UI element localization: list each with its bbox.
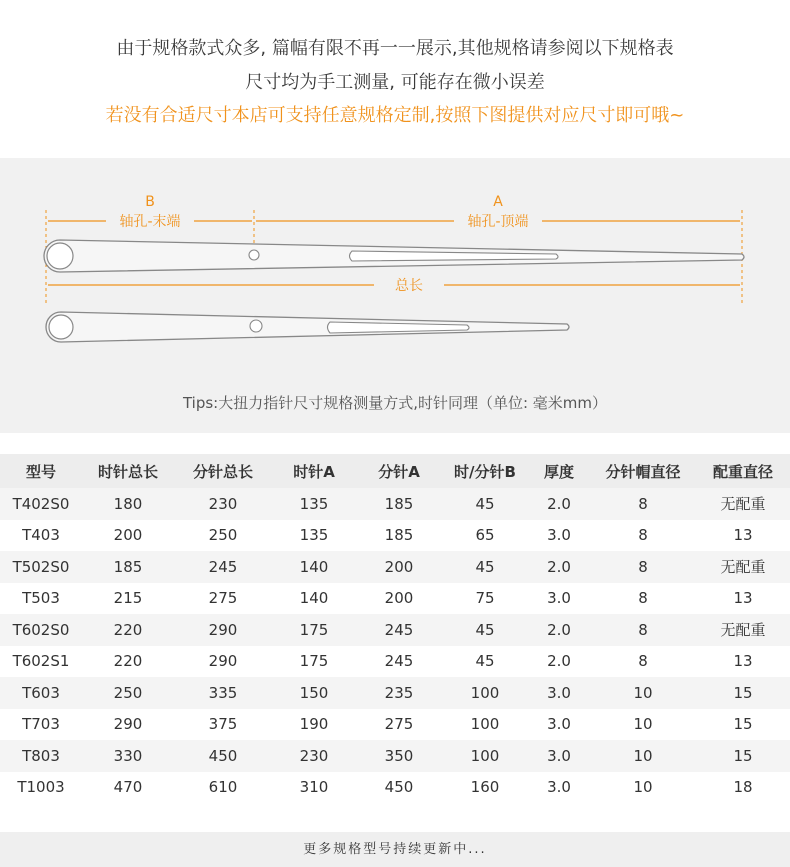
cell-hour-a: 135: [272, 488, 356, 520]
cell-b: 45: [442, 488, 528, 520]
cell-hour-total: 250: [82, 677, 174, 709]
table-header-row: [0, 454, 790, 488]
cell-weight-diameter: 13: [696, 583, 790, 615]
header-thickness: 厚度: [528, 454, 590, 488]
cell-cap-diameter: 8: [590, 646, 696, 678]
cell-b: 100: [442, 740, 528, 772]
cell-b: 160: [442, 772, 528, 804]
cell-minute-total: 245: [174, 551, 272, 583]
label-a: A: [493, 194, 503, 210]
table-row: [0, 740, 790, 772]
header-b: 时/分针B: [442, 454, 528, 488]
cell-minute-a: 200: [356, 551, 442, 583]
cell-minute-total: 335: [174, 677, 272, 709]
cell-minute-total: 275: [174, 583, 272, 615]
cell-thickness: 3.0: [528, 677, 590, 709]
notice-line-3-highlight: 若没有合适尺寸本店可支持任意规格定制,按照下图提供对应尺寸即可哦~: [105, 105, 685, 126]
cell-b: 75: [442, 583, 528, 615]
cell-b: 100: [442, 677, 528, 709]
cell-weight-diameter: 13: [696, 646, 790, 678]
cell-hour-a: 310: [272, 772, 356, 804]
cell-minute-total: 290: [174, 646, 272, 678]
cell-weight-diameter: 无配重: [696, 488, 790, 520]
spec-table: [0, 454, 790, 803]
table-row: [0, 520, 790, 552]
label-total: 总长: [395, 278, 423, 294]
dimension-a: [256, 194, 740, 230]
cell-minute-a: 200: [356, 583, 442, 615]
cell-cap-diameter: 8: [590, 551, 696, 583]
cell-cap-diameter: 10: [590, 709, 696, 741]
cell-thickness: 3.0: [528, 583, 590, 615]
notice-line-2: 尺寸均为手工测量, 可能存在微小误差: [245, 72, 545, 93]
cell-minute-a: 185: [356, 520, 442, 552]
cell-hour-total: 185: [82, 551, 174, 583]
cell-minute-a: 350: [356, 740, 442, 772]
cell-hour-total: 200: [82, 520, 174, 552]
header-model: 型号: [0, 454, 82, 488]
cell-minute-total: 290: [174, 614, 272, 646]
dimension-b: [48, 194, 252, 230]
cell-hour-a: 150: [272, 677, 356, 709]
cell-model: T603: [0, 677, 82, 709]
cell-minute-total: 610: [174, 772, 272, 804]
cell-minute-a: 450: [356, 772, 442, 804]
footer-more-specs: 更多规格型号持续更新中...: [0, 832, 790, 867]
cell-hour-a: 190: [272, 709, 356, 741]
dimension-total: [48, 278, 740, 294]
cell-minute-a: 245: [356, 646, 442, 678]
cell-thickness: 2.0: [528, 488, 590, 520]
cell-model: T1003: [0, 772, 82, 804]
table-row: [0, 614, 790, 646]
cell-minute-a: 235: [356, 677, 442, 709]
table-row: [0, 583, 790, 615]
cell-hour-total: 470: [82, 772, 174, 804]
label-a-text: 轴孔-顶端: [467, 214, 529, 230]
cell-minute-total: 250: [174, 520, 272, 552]
cell-b: 45: [442, 614, 528, 646]
table-row: [0, 677, 790, 709]
cell-model: T602S0: [0, 614, 82, 646]
cell-hour-total: 215: [82, 583, 174, 615]
table-row: [0, 488, 790, 520]
cell-hour-a: 175: [272, 646, 356, 678]
cell-weight-diameter: 15: [696, 709, 790, 741]
cell-hour-a: 230: [272, 740, 356, 772]
cell-hour-a: 140: [272, 551, 356, 583]
cell-cap-diameter: 10: [590, 772, 696, 804]
header-hour-a: 时针A: [272, 454, 356, 488]
cell-minute-a: 245: [356, 614, 442, 646]
cell-model: T503: [0, 583, 82, 615]
cell-thickness: 2.0: [528, 551, 590, 583]
cell-hour-a: 140: [272, 583, 356, 615]
cell-hour-a: 135: [272, 520, 356, 552]
table-row: [0, 551, 790, 583]
cell-hour-total: 290: [82, 709, 174, 741]
cell-thickness: 3.0: [528, 520, 590, 552]
cell-thickness: 3.0: [528, 772, 590, 804]
header-hour-total: 时针总长: [82, 454, 174, 488]
header-weight-diameter: 配重直径: [696, 454, 790, 488]
cell-cap-diameter: 10: [590, 677, 696, 709]
cell-hour-total: 180: [82, 488, 174, 520]
cell-weight-diameter: 18: [696, 772, 790, 804]
cell-model: T803: [0, 740, 82, 772]
cell-hour-total: 330: [82, 740, 174, 772]
header-minute-a: 分针A: [356, 454, 442, 488]
cell-thickness: 3.0: [528, 709, 590, 741]
cell-cap-diameter: 8: [590, 583, 696, 615]
header-minute-total: 分针总长: [174, 454, 272, 488]
cell-hour-total: 220: [82, 614, 174, 646]
cell-b: 45: [442, 551, 528, 583]
label-b-text: 轴孔-末端: [119, 214, 181, 230]
cell-thickness: 2.0: [528, 646, 590, 678]
cell-minute-total: 230: [174, 488, 272, 520]
cell-model: T703: [0, 709, 82, 741]
cell-hour-a: 175: [272, 614, 356, 646]
cell-cap-diameter: 8: [590, 614, 696, 646]
cell-thickness: 2.0: [528, 614, 590, 646]
cell-hour-total: 220: [82, 646, 174, 678]
measurement-diagram: [0, 158, 790, 433]
tips-text: Tips:大扭力指针尺寸规格测量方式,时针同理（单位: 毫米mm）: [182, 394, 608, 412]
table-row: [0, 772, 790, 804]
cell-b: 65: [442, 520, 528, 552]
cell-b: 100: [442, 709, 528, 741]
table-row: [0, 646, 790, 678]
cell-cap-diameter: 8: [590, 520, 696, 552]
cell-cap-diameter: 10: [590, 740, 696, 772]
cell-cap-diameter: 8: [590, 488, 696, 520]
cell-thickness: 3.0: [528, 740, 590, 772]
label-b: B: [145, 194, 155, 210]
hour-hand-illustration: [46, 312, 569, 342]
cell-weight-diameter: 无配重: [696, 614, 790, 646]
cell-b: 45: [442, 646, 528, 678]
cell-minute-total: 375: [174, 709, 272, 741]
table-row: [0, 709, 790, 741]
notice-line-1: 由于规格款式众多, 篇幅有限不再一一展示,其他规格请参阅以下规格表: [116, 38, 674, 59]
cell-weight-diameter: 无配重: [696, 551, 790, 583]
cell-weight-diameter: 13: [696, 520, 790, 552]
cell-minute-a: 185: [356, 488, 442, 520]
minute-hand-illustration: [44, 240, 744, 272]
cell-weight-diameter: 15: [696, 740, 790, 772]
cell-model: T403: [0, 520, 82, 552]
cell-minute-a: 275: [356, 709, 442, 741]
header-cap-diameter: 分针帽直径: [590, 454, 696, 488]
cell-model: T502S0: [0, 551, 82, 583]
cell-model: T402S0: [0, 488, 82, 520]
cell-model: T602S1: [0, 646, 82, 678]
cell-minute-total: 450: [174, 740, 272, 772]
cell-weight-diameter: 15: [696, 677, 790, 709]
